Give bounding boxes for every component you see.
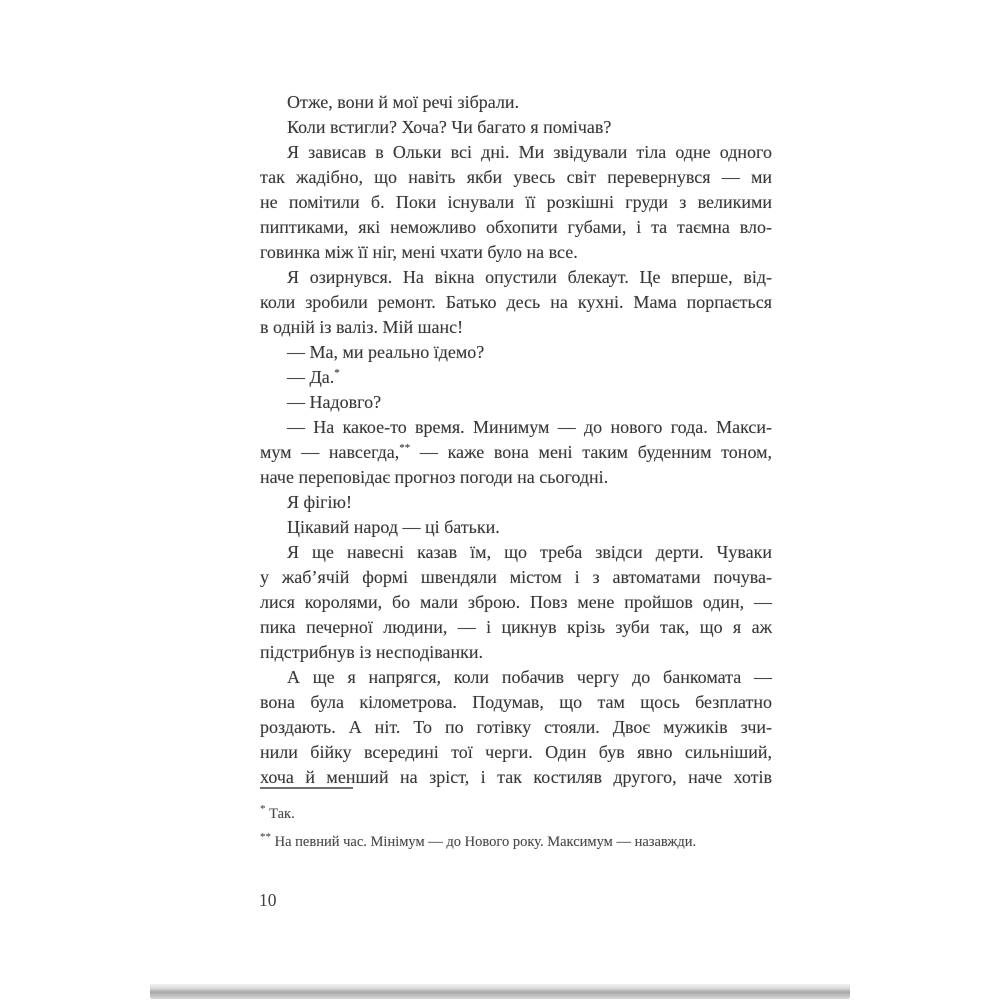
text-line: підстрибнув із несподіванки. [260, 642, 483, 662]
text-line: так жадібно, що навіть якби увесь світ перевернувся — ми [260, 167, 772, 187]
text-line: пиптиками, які неможливо обхопити губами, і та таємна вло- [260, 217, 772, 237]
text-line: Я ще навесні казав їм, що треба звідси дерти. Чуваки [287, 542, 772, 562]
text-line: Отже, вони й мої речі зібрали. [287, 92, 520, 112]
footnote-line: ** На певний час. Мінімум — до Нового року. Максимум — назавжди. [260, 831, 697, 850]
text-line: лися королями, бо мали зброю. Повз мене пройшов один, — [260, 592, 772, 612]
text-line: нили бійку всередині тої черги. Один був явно сильніший, [260, 742, 772, 762]
text-line: Я озирнувся. На вікна опустили блекаут. Це вперше, від- [287, 267, 772, 287]
text-line: роздають. А ніт. То по готівку стояли. Двоє мужиків зчи- [260, 717, 772, 737]
text-line: — Да.* [287, 367, 340, 387]
text-line: в одній із валіз. Мій шанс! [260, 317, 464, 337]
text-line: у жаб’ячій формі швендяли містом і з автоматами почува- [260, 567, 772, 587]
text-line: говинка між її ніг, мені чхати було на все. [260, 242, 578, 262]
text-line: хоча й менший на зріст, і так костиляв другого, наче хотів [260, 767, 772, 787]
text-line: пика печерної людини, — і цикнув крізь зуби так, що я аж [260, 617, 772, 637]
footnote-line: * Так. [260, 803, 295, 822]
text-line: не помітили б. Поки існували її розкішні груди з великими [260, 192, 772, 212]
text-line: Цікавий народ — ці батьки. [287, 517, 500, 537]
text-line: вона була кілометрова. Подумав, що там щось безплатно [260, 692, 772, 712]
text-line: — Ма, ми реально їдемо? [287, 342, 485, 362]
text-line: Коли встигли? Хоча? Чи багато я помічав? [287, 117, 612, 137]
footnotes [260, 800, 772, 856]
text-line: мум — навсегда,** — каже вона мені таким буденним тоном, [260, 442, 772, 462]
text-line: Я фігію! [287, 492, 352, 512]
text-line: Я зависав в Ольки всі дні. Ми звідували тіла одне одного [287, 142, 772, 162]
page-bottom-edge-shadow [150, 984, 850, 999]
footnote-divider [260, 787, 353, 789]
text-line: коли зробили ремонт. Батько десь на кухні. Мама порпається [260, 292, 772, 312]
text-line: наче переповідає прогноз погоди на сьогодні. [260, 467, 609, 487]
text-line: — Надовго? [287, 392, 382, 412]
page-number: 10 [259, 890, 277, 910]
text-line: — На какое-то время. Минимум — до нового года. Макси- [287, 417, 772, 437]
page-text [260, 90, 772, 790]
text-line: А ще я напрягся, коли побачив чергу до банкомата — [287, 667, 772, 687]
